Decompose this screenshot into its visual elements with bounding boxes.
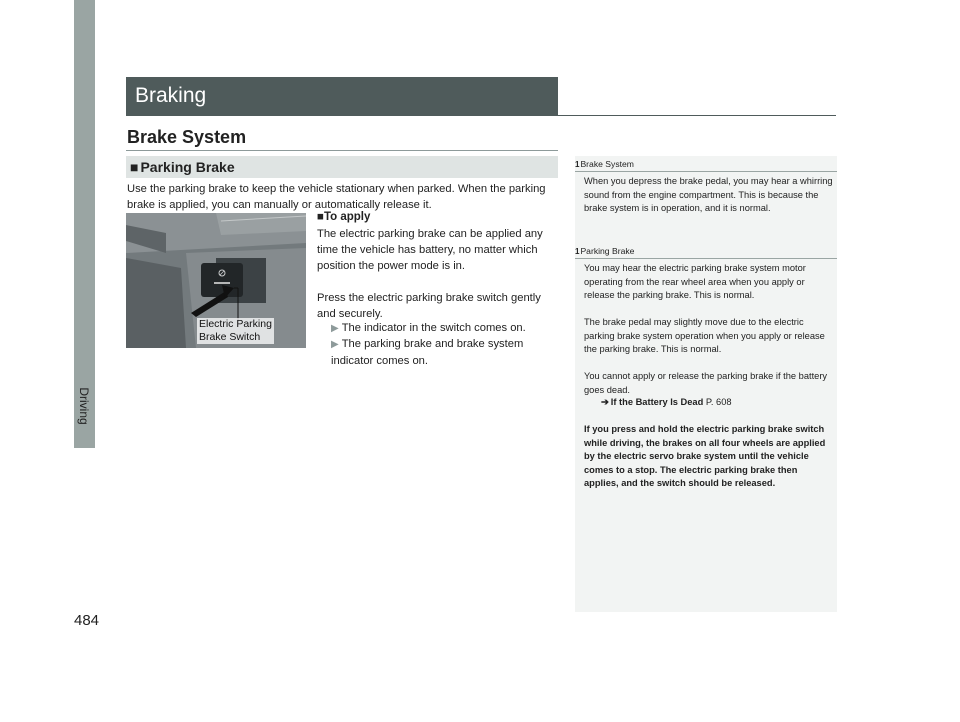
to-apply-heading: ■To apply <box>317 211 371 223</box>
callout-line-1: Electric Parking <box>199 318 272 330</box>
to-apply-text: The electric parking brake can be applied any time the vehicle has battery, no matter which position the power mode is in. <box>317 228 543 272</box>
heading-rule <box>126 150 558 151</box>
press-instruction: Press the electric parking brake switch gently and securely. <box>317 292 541 320</box>
parking-brake-switch-photo <box>126 213 306 348</box>
section-title: Braking <box>126 77 558 115</box>
note-warning-text: If you press and hold the electric parking brake switch while driving, the brakes on all four wheels are applied by the electric servo brake system until the vehicle comes to a stop. The electric parking brake then applies, and the switch should be released. <box>584 424 826 488</box>
intro-paragraph: Use the parking brake to keep the vehicle stationary when parked. When the parking brake is applied, you can manually or automatically release it. <box>127 183 546 211</box>
cross-reference[interactable] <box>601 396 831 410</box>
chapter-tab-gap <box>74 448 95 722</box>
note-heading-text: Parking Brake <box>580 246 635 256</box>
xref-title[interactable]: If the Battery Is Dead <box>610 397 704 407</box>
note-rule <box>575 258 837 259</box>
bullet-text: The parking brake and brake system indicator comes on. <box>331 338 524 367</box>
result-bullet <box>331 320 556 337</box>
notes-sidebar <box>575 156 837 612</box>
note-parking-brake-p1: You may hear the electric parking brake system motor operating from the rear wheel area when you apply or release the parking brake. This is normal. <box>584 263 806 300</box>
note-heading-brake-system <box>575 159 634 169</box>
subheading-bar <box>126 156 558 178</box>
bullet-arrow-icon: ▶ <box>331 339 339 350</box>
result-bullet <box>331 336 556 369</box>
chapter-tab <box>74 0 95 448</box>
note-ref-icon: 1 <box>575 160 580 169</box>
xref-arrow-icon: ➔ <box>601 397 609 407</box>
bullet-text: The indicator in the switch comes on. <box>341 322 526 334</box>
subheading-text: Parking Brake <box>140 159 235 175</box>
page-number: 484 <box>74 612 100 629</box>
note-ref-icon: 1 <box>575 247 580 256</box>
note-parking-brake-p3: You cannot apply or release the parking brake if the battery goes dead. <box>584 371 828 395</box>
callout-line-2: Brake Switch <box>199 331 261 343</box>
section-rule <box>126 115 836 116</box>
xref-page: P. 608 <box>705 397 732 407</box>
chapter-label: Driving <box>77 387 91 425</box>
note-rule <box>575 171 837 172</box>
photo-callout-label <box>197 318 274 344</box>
note-parking-brake-p2: The brake pedal may slightly move due to the electric parking brake system operation when you apply or release the parking brake. This is normal. <box>584 317 825 354</box>
subheading-marker: ■ <box>130 159 139 175</box>
note-heading-parking-brake <box>575 246 634 256</box>
page-heading: Brake System <box>127 127 247 147</box>
note-brake-system-text: When you depress the brake pedal, you may hear a whirring sound from the engine compartment. This is because the brake system is in operation, and it is normal. <box>584 176 833 213</box>
bullet-arrow-icon: ▶ <box>331 323 339 334</box>
note-heading-text: Brake System <box>580 159 634 169</box>
